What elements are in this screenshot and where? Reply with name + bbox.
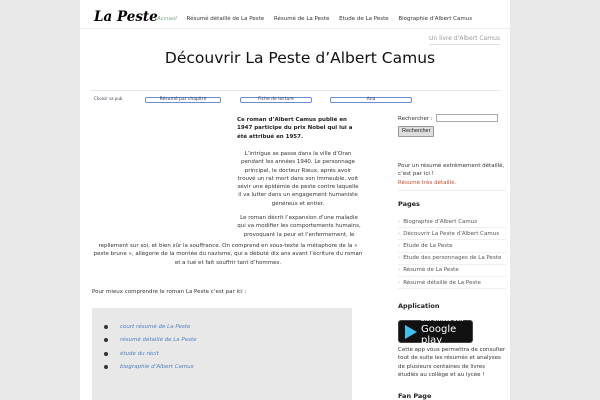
google-play-icon (405, 325, 417, 339)
ad-bar (94, 96, 404, 103)
sidebar-page-label: Etude de La Peste (403, 242, 453, 249)
google-play-small-text: DISPONIBLE SUR (421, 317, 464, 323)
paragraph-disease: Le roman décrit l’expansion d’une maladie qui va modifier les comportements humains, provoquant la peur et l’enfermement, le (237, 215, 361, 238)
ad-button-resume-chapitre[interactable]: Résumé par chapitre (145, 97, 221, 103)
bullet-icon (104, 338, 108, 342)
google-play-badge[interactable] (398, 317, 473, 346)
ad-button-ana[interactable]: Ana (330, 97, 412, 103)
sidebar-page-item[interactable] (398, 277, 506, 289)
paragraph-more: Pour mieux comprendre le roman La Peste c’est par ici : (92, 289, 247, 295)
ad-button-fiche-lecture[interactable]: Fiche de lecture (240, 97, 312, 103)
intro-paragraph (237, 116, 361, 141)
nav-item-accueil[interactable]: Accueil (157, 16, 177, 22)
list-item (104, 334, 352, 348)
search-input[interactable] (436, 114, 498, 122)
sidebar-page-label: Découvrir La Peste d’Albert Camus (403, 230, 500, 237)
links-box (92, 308, 352, 400)
nav-divider (80, 28, 510, 29)
google-play-big-text: Google play (421, 323, 457, 346)
chevron-right-icon: › (398, 218, 401, 225)
ad-choice-label[interactable]: Choisir sa pub (94, 96, 123, 101)
link-resume-detaille[interactable]: résumé détaillé de La Peste (120, 337, 197, 344)
sidebar-page-item[interactable] (398, 240, 506, 252)
list-item (104, 361, 352, 375)
promo-text (398, 162, 506, 187)
sidebar-page-item[interactable] (398, 228, 506, 240)
fanpage-heading: Fan Page (398, 392, 432, 400)
main-nav (157, 16, 480, 22)
search-label: Rechercher : (398, 116, 433, 122)
nav-item-resume[interactable]: Résumé de La Peste (273, 16, 330, 22)
sidebar-page-item[interactable] (398, 253, 506, 265)
nav-item-resume-detaille[interactable]: Résumé détaillé de La Peste (186, 16, 265, 22)
link-biographie[interactable]: biographie d’Albert Camus (120, 364, 194, 371)
sidebar-divider (398, 190, 506, 191)
nav-item-biographie[interactable]: Biographie d'Albert Camus (398, 16, 473, 22)
sidebar-page-label: Biographie d’Albert Camus (403, 218, 478, 225)
google-play-text (421, 318, 472, 346)
app-heading: Application (398, 302, 440, 310)
bullet-icon (104, 352, 108, 356)
link-etude-recit[interactable]: étude du récit (120, 350, 159, 357)
site-tagline: Un livre d'Albert Camus (428, 35, 500, 42)
sidebar-page-label: Résumé de La Peste (403, 267, 459, 274)
intro-bold-text: Ce roman d’Albert Camus publié en 1947 participe du prix Nobel qui lui a été attribué en 1957. (237, 117, 353, 140)
page-container (80, 0, 510, 400)
page-title: Découvrir La Peste d’Albert Camus (164, 49, 436, 67)
list-item (104, 320, 352, 334)
paragraph-metaphor: repliement sur soi, et bien sûr la souffrance. On comprend en sous-texte la métaphore de la « peste brune », allégorie de la montée du nazisme, qui a débuté dix ans avant l’écriture du roman et a tué et fait souffrir tant d’hommes. (93, 243, 363, 266)
tagline-container (429, 35, 500, 45)
search-button[interactable]: Rechercher (398, 126, 434, 137)
site-title[interactable]: La Peste (94, 9, 158, 25)
sidebar-page-item[interactable] (398, 216, 506, 228)
nav-item-etude[interactable]: Etude de La Peste (339, 16, 389, 22)
paragraph-plot: L’intrigue se passe dans la ville d’Oran pendant les années 1940. Le personnage principal, le docteur Rieux, après avoir trouvé un rat mort dans son immeuble, voit sévir une épidémie de peste contre laquelle il va lutter dans un engagement humaniste généreux et entier. (237, 151, 359, 207)
app-description: Cette app vous permettra de consulter tout de suite les résumés et analyses de plusieurs centaines de livres étudiés au collège et au lycée ! (398, 347, 506, 378)
link-court-resume[interactable]: court résumé de La Peste (120, 323, 191, 330)
list-item (104, 347, 352, 361)
sidebar-page-label: Résumé détaillé de La Peste (403, 279, 481, 286)
pages-list (398, 216, 506, 289)
chevron-right-icon: › (398, 255, 401, 262)
promo-description: Pour un résumé extrêmement détaillé, c’est par ici ! (398, 163, 505, 178)
bullet-icon (104, 325, 108, 329)
sidebar-page-item[interactable] (398, 265, 506, 277)
sidebar-page-label: Etude des personnages de La Peste (403, 255, 502, 262)
chevron-right-icon: › (398, 242, 401, 249)
title-divider (90, 90, 500, 91)
chevron-right-icon: › (398, 230, 401, 237)
chevron-right-icon: › (398, 279, 401, 286)
bullet-icon (104, 365, 108, 369)
promo-link[interactable]: Résumé très détaillé. (398, 179, 457, 186)
pages-heading: Pages (398, 200, 420, 208)
chevron-right-icon: › (398, 267, 401, 274)
